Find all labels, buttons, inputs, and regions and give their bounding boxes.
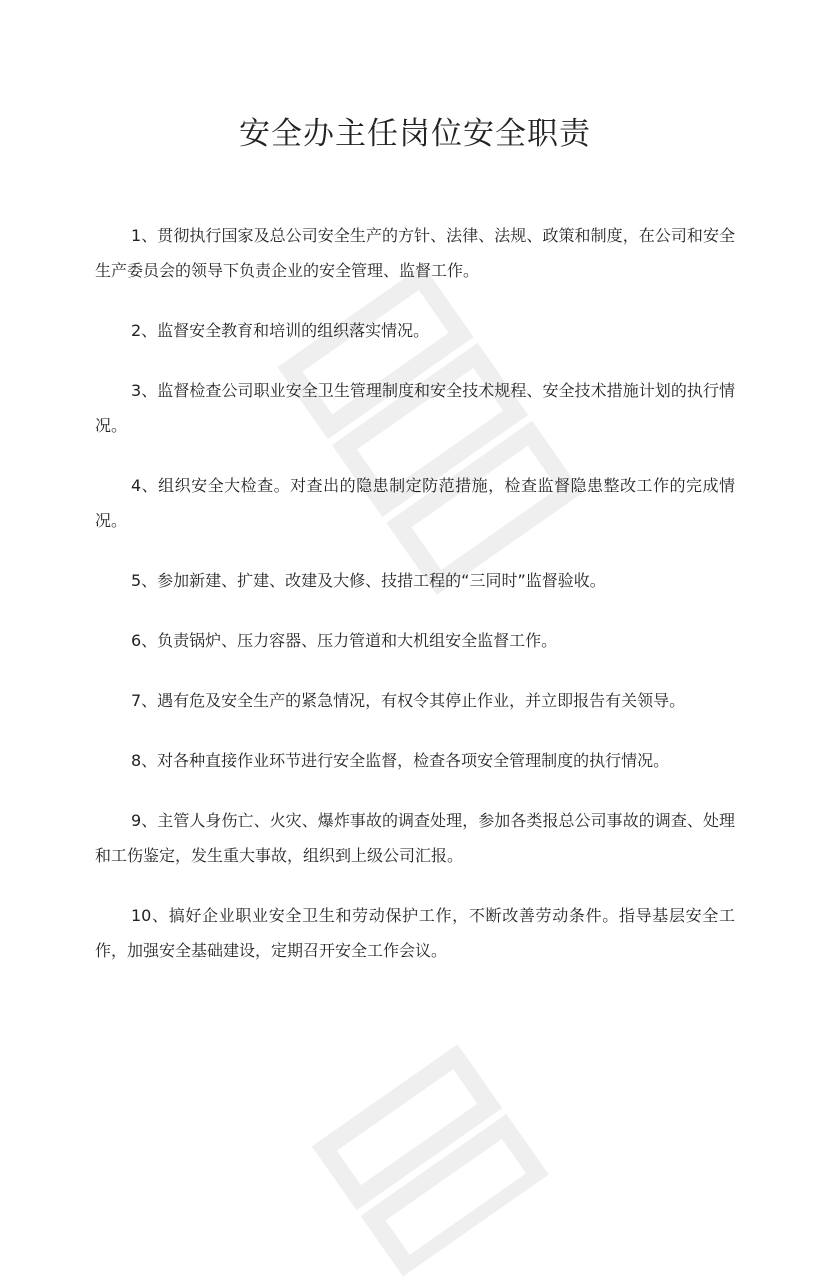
list-item: 1、贯彻执行国家及总公司安全生产的方针、法律、法规、政策和制度，在公司和安全生产委员会的领导下负责企业的安全管理、监督工作。 [95, 226, 735, 280]
list-item: 5、参加新建、扩建、改建及大修、技措工程的“三同时”监督验收。 [131, 571, 606, 590]
list-item: 2、监督安全教育和培训的组织落实情况。 [131, 321, 430, 340]
list-item: 4、组织安全大检查。对查出的隐患制定防范措施，检查监督隐患整改工作的完成情况。 [95, 476, 735, 530]
list-item: 8、对各种直接作业环节进行安全监督，检查各项安全管理制度的执行情况。 [131, 751, 670, 770]
list-item: 6、负责锅炉、压力容器、压力管道和大机组安全监督工作。 [131, 631, 558, 650]
list-item: 7、遇有危及安全生产的紧急情况，有权令其停止作业，并立即报告有关领导。 [131, 691, 686, 710]
watermark-logo-bottom [302, 1037, 558, 1283]
list-item: 10、搞好企业职业安全卫生和劳动保护工作，不断改善劳动条件。指导基层安全工作，加强安全基础建设，定期召开安全工作会议。 [95, 906, 735, 960]
list-item: 9、主管人身伤亡、火灾、爆炸事故的调查处理，参加各类报总公司事故的调查、处理和工伤鉴定，发生重大事故，组织到上级公司汇报。 [95, 811, 735, 865]
duty-list [95, 218, 735, 993]
list-item: 3、监督检查公司职业安全卫生管理制度和安全技术规程、安全技术措施计划的执行情况。 [95, 381, 735, 435]
page-title: 安全办主任岗位安全职责 [239, 116, 591, 152]
